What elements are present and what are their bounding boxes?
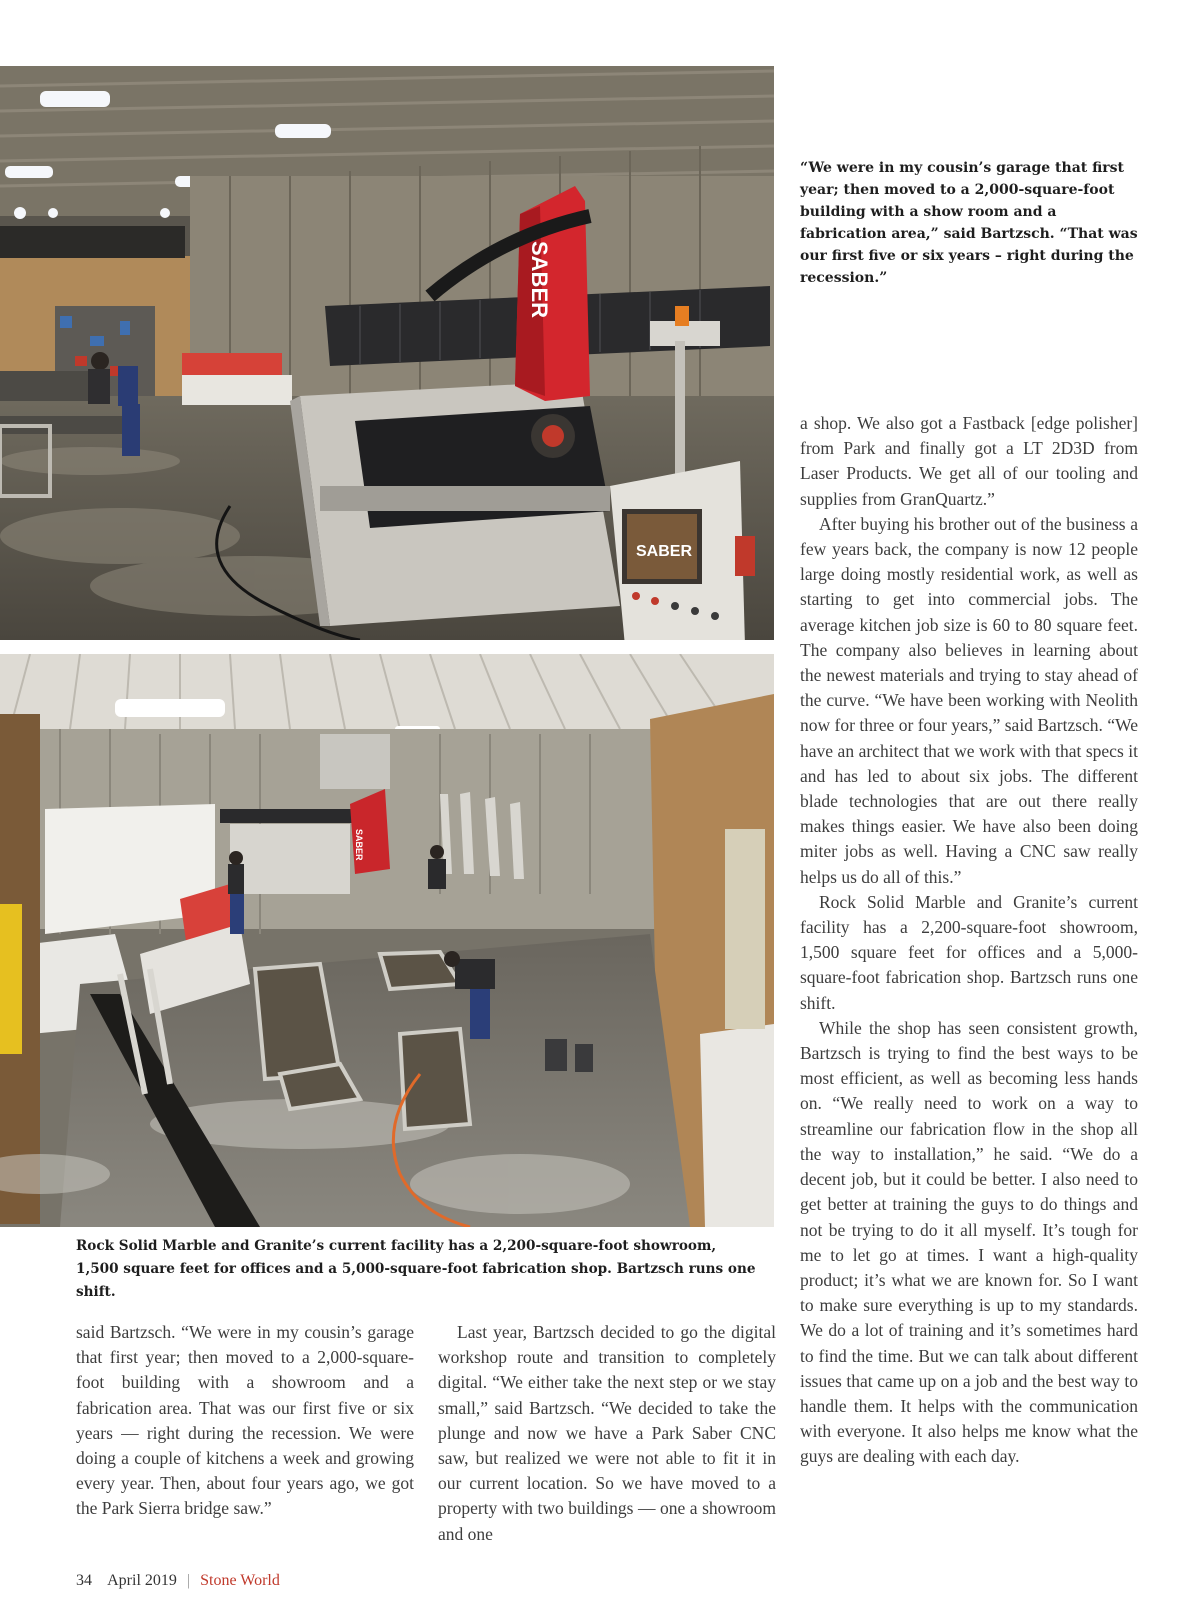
page-footer	[76, 1572, 280, 1590]
magazine-name: Stone World	[200, 1572, 280, 1589]
photo-saber-cnc-saw	[0, 66, 774, 640]
screen-brand-text: SABER	[636, 543, 693, 560]
article-column-right	[800, 411, 1138, 1470]
saber-bottom-brand-text: SABER	[354, 829, 364, 861]
paragraph: While the shop has seen consistent growth, Bartzsch is trying to find the best ways to be most efficient, as well as becoming less hands on. “We really need to work on a way to streamline our fabrication flow in the shop all the way to installation,” he said. “We do a decent job, but it could be better. I also need to get better at training the guys to do things and not be trying to do it all myself. It’s tough for me to let go at times. I want a high-quality product; it’s what we are known for. So I want to make sure everything is up to my standards. We do a lot of training and it’s sometimes hard to find the time. But we can talk about different issues that came up on a job and the best way to handle them. It helps with the communication with everyone. It also helps me know what the guys are dealing with each day.	[800, 1017, 1138, 1467]
article-column-left	[76, 1320, 414, 1522]
pull-quote: “We were in my cousin’s garage that first year; then moved to a 2,000-square-foot building with a show room and a fabrication area,” said Bartzsch. “That was our first five or six years – right during the recession.”	[800, 160, 1138, 286]
footer-separator: |	[186, 1572, 191, 1589]
photo-fabrication-facility	[0, 654, 774, 1227]
saber-brand-text: SABER	[527, 241, 552, 319]
paragraph: said Bartzsch. “We were in my cousin’s garage that first year; then moved to a 2,000-square-foot building with a showroom and a fabrication area. That was our first five or six years — right during the recession. We were doing a couple of kitchens a week and growing every year. Then, about four years ago, we got the Park Sierra bridge saw.”	[76, 1322, 414, 1519]
photo-caption: Rock Solid Marble and Granite’s current facility has a 2,200-square-foot showroom, 1,500 square feet for offices and a 5,000-square-foot fabrication shop. Bartzsch runs one shift.	[76, 1238, 756, 1300]
paragraph: Last year, Bartzsch decided to go the digital workshop route and transition to completely digital. “We either take the next step or we stay small,” said Bartzsch. “We decided to take the plunge and now we have a Park Saber CNC saw, but realized we were not able to fit it in our current location. So we have moved to a property with two buildings — one a showroom and one	[438, 1322, 776, 1544]
paragraph: a shop. We also got a Fastback [edge polisher] from Park and finally got a LT 2D3D from Laser Products. We get all of our tooling and supplies from GranQuartz.”	[800, 413, 1138, 509]
page-number: 34	[76, 1572, 92, 1589]
issue-date: April 2019	[107, 1572, 177, 1589]
article-column-middle	[438, 1320, 776, 1547]
paragraph: After buying his brother out of the business a few years back, the company is now 12 people large doing mostly residential work, as well as starting to get into commercial jobs. The average kitchen job size is 60 to 80 square feet. The company also believes in learning about the newest materials and trying to stay ahead of the curve. “We have been working with Neolith now for three or four years,” said Bartzsch. “We have an architect that we work with that specs it and has led to about six jobs. The different blade technologies that are out there really makes things easier. We have also been doing miter jobs as well. Having a CNC saw really helps us do all of this.”	[800, 513, 1138, 887]
paragraph: Rock Solid Marble and Granite’s current facility has a 2,200-square-foot showroom, 1,500 square feet for offices and a 5,000-square-foot fabrication shop. Bartzsch runs one shift.	[800, 891, 1138, 1013]
